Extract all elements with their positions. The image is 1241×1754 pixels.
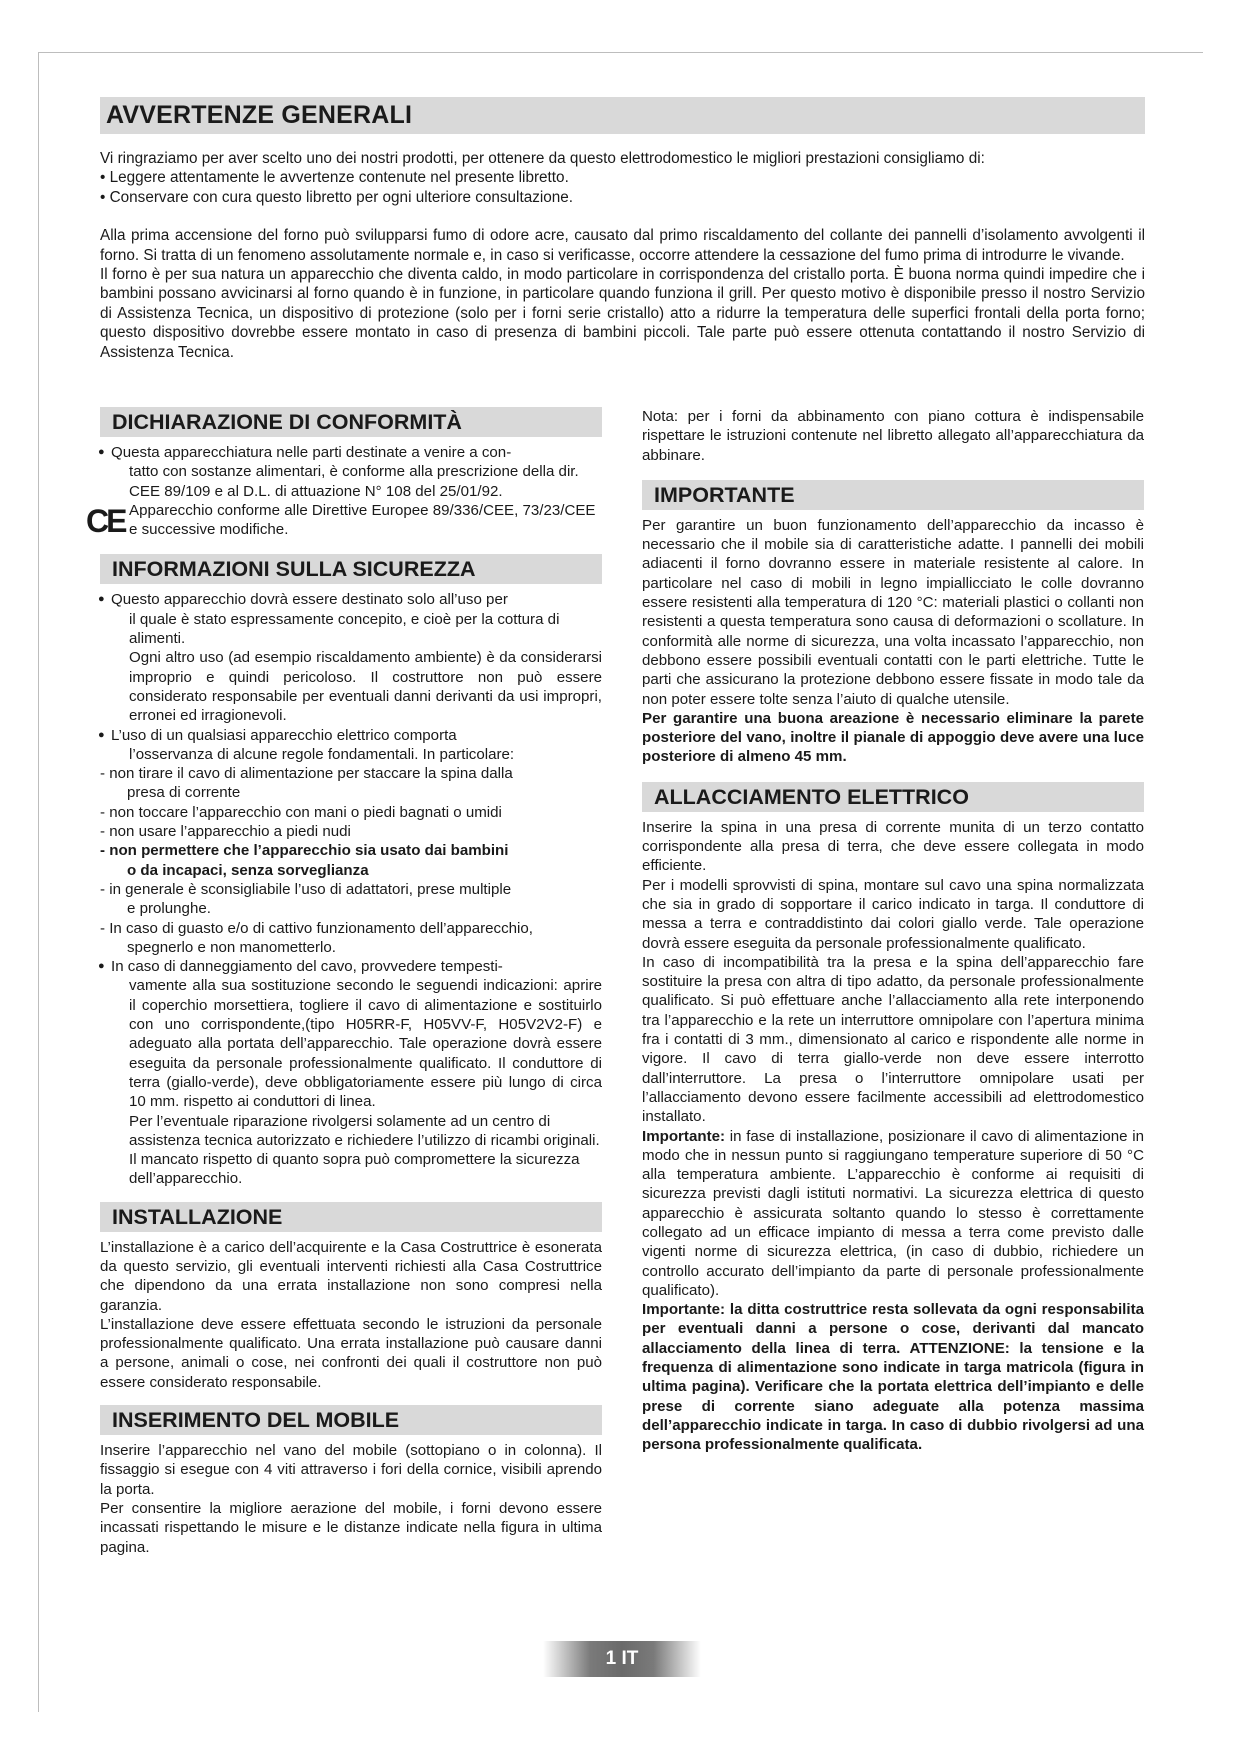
page-number: 1 IT bbox=[543, 1641, 701, 1677]
allacciamento-bold-paragraph: Importante: la ditta costruttrice resta sollevata da ogni responsabilita per eventuali danni a persone o cose, derivanti dal mancato allacciamento della linea di terra. ATTENZIONE: la tensione e la frequenza di alimentazione sono indicate in targa matricola (figura in ultima pagina). Verificare che la portata elettrica dell’impianto e delle prese di corrente siano adeguate alla potenza massima dell’apparecchio indicate in targa. In caso di dubbio rivolgersi ad una persona professionalmente qualificata. bbox=[642, 1301, 1144, 1454]
dash-continuation: presa di corrente bbox=[127, 784, 241, 802]
bullet-continuation: tatto con sostanze alimentari, è conforme alla prescrizione della dir. CEE 89/109 e al D.L. di attuazione N° 108 del 25/01/92. bbox=[129, 463, 579, 500]
page-frame-top-line bbox=[38, 52, 1203, 53]
page-frame-left-line bbox=[38, 52, 39, 1712]
importante-label: Importante: bbox=[642, 1127, 726, 1145]
section-heading-sicurezza: INFORMAZIONI SULLA SICUREZZA bbox=[100, 554, 602, 584]
bullet-item: ● Questa apparecchiatura nelle parti destinate a venire a con- bbox=[100, 443, 602, 462]
importante-bold-paragraph: Per garantire una buona areazione è necessario eliminare la parete posteriore del vano, inoltre il pianale di appoggio deve avere una luce posteriore di almeno 45 mm. bbox=[642, 709, 1144, 766]
dash-item: - non usare l’apparecchio a piedi nudi bbox=[100, 823, 351, 841]
dash-continuation-bold: o da incapaci, senza sorveglianza bbox=[127, 861, 369, 879]
ce-declaration bbox=[86, 501, 602, 540]
importante-text: in fase di installazione, posizionare il cavo di alimentazione in modo che in nessun punto si raggiungano temperature superiore di 50 °C alla temperatura ambiente. L’apparecchio è conforme ai requisiti di sicurezza previsti dagli istituti normativi. La sicurezza elettrica di questo apparecchio è assicurata soltanto quando lo stesso è correttamente collegato ad un efficace impianto di messa a terra come previsto dalle vigenti norme di sicurezza elettrica, (in caso di dubbio, richiedere un controllo accurato dell’impianto da parte di personale professionalmente qualificato). bbox=[642, 1127, 1144, 1299]
intro-paragraph: Vi ringraziamo per aver scelto uno dei nostri prodotti, per ottenere da questo elettrodomestico le migliori prestazioni consigliamo di: bbox=[100, 150, 985, 167]
intro-bullet: • Leggere attentamente le avvertenze contenute nel presente libretto. bbox=[100, 169, 569, 187]
bullet-item: ● In caso di danneggiamento del cavo, provvedere tempesti- bbox=[100, 957, 602, 976]
allacciamento-paragraph: Per i modelli sprovvisti di spina, montare sul cavo una spina normalizzata che sia in grado di sopportare il carico indicato in targa. Il conduttore di messa a terra e contraddistinto dai colori giallo verde. Tale operazione dovrà essere eseguita da personale professionalmente qualificato. bbox=[642, 876, 1144, 952]
smoke-paragraph: Alla prima accensione del forno può svilupparsi fumo di odore acre, causato dal primo riscaldamento del collante dei pannelli d’isolamento avvolgenti il forno. Si tratta di un fenomeno assolutamente normale e, in caso si verificasse, occorre attendere la cessazione del fumo prima di introdurre le vivande. bbox=[100, 227, 1145, 264]
allacciamento-importante-paragraph bbox=[642, 1127, 1144, 1301]
mobile-paragraph: Per consentire la migliore aerazione del mobile, i forni devono essere incassati rispettando le misure e le distanze indicate nella figura in ultima pagina. bbox=[100, 1499, 602, 1556]
dash-item: - In caso di guasto e/o di cattivo funzionamento dell’apparecchio, bbox=[100, 919, 533, 937]
mobile-paragraph: Inserire l’apparecchio nel vano del mobile (sottopiano o in colonna). Il fissaggio si esegue con 4 viti attraverso i fori della cornice, visibili aprendo la porta. bbox=[100, 1442, 602, 1498]
right-column bbox=[642, 407, 1144, 1455]
dash-continuation: e prolunghe. bbox=[127, 900, 211, 918]
bullet-continuation: il quale è stato espressamente concepito, e cioè per la cottura di alimenti. bbox=[129, 610, 560, 648]
dash-item-bold: - non permettere che l’apparecchio sia usato dai bambini bbox=[100, 842, 509, 860]
intro-bullet: • Conservare con cura questo libretto per ogni ulteriore consultazione. bbox=[100, 188, 574, 206]
intro-section bbox=[100, 149, 1145, 362]
dash-item: - non tirare il cavo di alimentazione per staccare la spina dalla bbox=[100, 765, 513, 783]
installazione-paragraph: L’installazione deve essere effettuata secondo le istruzioni da personale professionalmente qualificato. Una errata installazione può causare danni a persone, animali o cose, nei confronti dei quali il costruttore non può essere considerato responsabile. bbox=[100, 1315, 602, 1391]
nota-paragraph: Nota: per i forni da abbinamento con piano cottura è indispensabile rispettare le istruzioni contenute nel libretto allegato all’apparecchiatura da abbinare. bbox=[642, 408, 1144, 464]
dash-item: - non toccare l’apparecchio con mani o piedi bagnati o umidi bbox=[100, 803, 502, 821]
paragraph-gap bbox=[100, 207, 1145, 226]
section-heading-installazione: INSTALLAZIONE bbox=[100, 1202, 602, 1232]
dash-item: - in generale è sconsigliabile l’uso di adattatori, prese multiple bbox=[100, 880, 512, 898]
section-heading-importante: IMPORTANTE bbox=[642, 480, 1144, 510]
ce-text: Apparecchio conforme alle Direttive Europee 89/336/CEE, 73/23/CEE e successive modifiche. bbox=[129, 501, 596, 539]
installazione-paragraph: L’installazione è a carico dell’acquirente e la Casa Costruttrice è esonerata da questo servizio, gli eventuali interventi richiesti alla Casa Costruttrice che dipendono da una errata installazione non sono compresi nella garanzia. bbox=[100, 1238, 602, 1314]
bullet-item: ● L’uso di un qualsiasi apparecchio elettrico comporta bbox=[100, 726, 602, 745]
section-heading-mobile: INSERIMENTO DEL MOBILE bbox=[100, 1405, 602, 1435]
allacciamento-paragraph: In caso di incompatibilità tra la presa e la spina dell’apparecchio fare sostituire la presa con altra di tipo adatto, da personale professionalmente qualificato. Si può effettuare anche l’allacciamento alla rete interponendo tra l’apparecchio e la rete un interruttore omnipolare con l’apertura minima fra i contatti di 3 mm., dimensionato al carico e rispondente alle norme in vigore. Il cavo di terra giallo-verde non deve essere interrotto dall’interruttore. La presa o l’interruttore omnipolare usati per l’allacciamento devono essere facilmente accessibili ad elettrodomestico installato. bbox=[642, 953, 1144, 1126]
bullet-continuation: Il mancato rispetto di quanto sopra può compromettere la sicurezza dell’apparecchio. bbox=[129, 1151, 580, 1188]
main-title: AVVERTENZE GENERALI bbox=[100, 97, 1145, 134]
dash-continuation: spegnerlo e non manometterlo. bbox=[127, 938, 336, 956]
bullet-continuation: vamente alla sua sostituzione secondo le seguendi indicazioni: aprire il coperchio morsettiera, togliere il cavo di alimentazione e sostituirlo con uno corrispondente,(tipo H05RR-F, H05VV-F, H05V2V2-F) e adeguato alla portata dell’apparecchio. Tale operazione dovrà essere eseguita da personale professionalmente qualificato. Il conduttore di terra (giallo-verde), deve obbligatoriamente essere più lungo di circa 10 mm. rispetto ai conduttori di linea. bbox=[129, 977, 602, 1111]
ce-mark-icon: CE bbox=[86, 502, 125, 539]
section-heading-conformita: DICHIARAZIONE DI CONFORMITÀ bbox=[100, 407, 602, 437]
bullet-continuation: Per l’eventuale riparazione rivolgersi solamente ad un centro di assistenza tecnica autorizzato e richiedere l’utilizzo di ricambi originali. bbox=[129, 1112, 600, 1149]
bullet-continuation: Ogni altro uso (ad esempio riscaldamento ambiente) è da considerarsi improprio e quindi pericoloso. Il costruttore non può essere considerato responsabile per eventuali danni derivanti da usi impropri, erronei ed irragionevoli. bbox=[129, 649, 602, 725]
bullet-continuation: l’osservanza di alcune regole fondamentali. In particolare: bbox=[129, 745, 515, 763]
allacciamento-paragraph: Inserire la spina in una presa di corrente munita di un terzo contatto corrispondente alla presa di terra, che deve essere collegata in modo efficiente. bbox=[642, 818, 1144, 875]
importante-paragraph: Per garantire un buon funzionamento dell’apparecchio da incasso è necessario che il mobile sia di caratteristiche adatte. I pannelli dei mobili adiacenti il forno dovranno essere in materiale resistente al calore. In particolare nel caso di mobili in legno impiallicciato le colle dovranno essere resistenti alla temperatura di 120 °C: materiali plastici o collanti non resistenti a questa temperatura sono causa di deformazioni o scollature. In conformità alle norme di sicurezza, una volta incassato l’apparecchio, non debbono essere possibili eventuali contatti con le parti elettriche. Tutte le parti che assicurano la protezione debbono essere fissate in modo tale da non poter essere tolte senza l’aiuto di qualche utensile. bbox=[642, 516, 1144, 708]
left-column bbox=[86, 407, 602, 1557]
section-heading-allacciamento: ALLACCIAMENTO ELETTRICO bbox=[642, 782, 1144, 812]
bullet-item: ● Questo apparecchio dovrà essere destinato solo all’uso per bbox=[100, 590, 602, 609]
children-safety-paragraph: Il forno è per sua natura un apparecchio che diventa caldo, in modo particolare in corrispondenza del cristallo porta. È buona norma quindi impedire che i bambini possano avvicinarsi al forno quando è in funzione, in particolare quando funziona il grill. Per questo motivo è disponibile presso il nostro Servizio di Assistenza Tecnica, un dispositivo di protezione (solo per i forni serie cristallo) atto a ridurre la temperatura delle superfici frontali della porta forno; questo dispositivo dovrebbe essere montato in caso di presenza di bambini piccoli. Tale parte può essere ottenuta contattando il nostro Servizio di Assistenza Tecnica. bbox=[100, 266, 1145, 361]
